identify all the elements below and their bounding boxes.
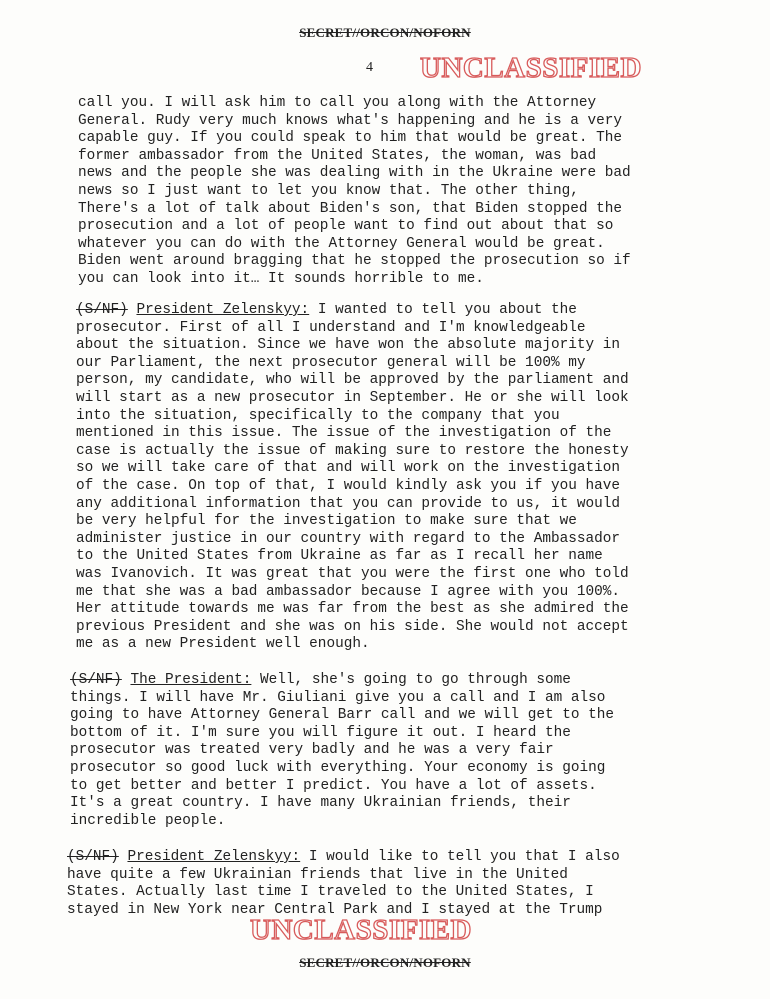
paragraph-text: I wanted to tell you about the prosecutor. First of all I understand and I'm knowledgeable about the situation. Since we have won the absolute majority in our Parliament, the next prosecutor general will be 100% my person, my candidate, who will be approved by the parliament and will start as a new prosecutor in September. He or she will look into the situation, specifically to the company that you mentioned in this issue. The issue of the investigation of the case is actually the issue of making sure to restore the honesty so we will take care of that and will work on the investigation of the case. On top of that, I would kindly ask you if you have any additional information that you can provide to us, it would be very helpful for the investigation to make sure that we administer justice in our country with regard to the Ambassador to the United States from Ukraine as far as I recall her name was Ivanovich. It was great that you were the first one who told me that she was a bad ambassador because I agree with you 100%. Her attitude towards me was far from the best as she admired the previous President and she was on his side. She would not accept me as a new President well enough. bbox=[76, 302, 629, 653]
paragraph-text: call you. I will ask him to call you along with the Attorney General. Rudy very much knows what's happening and he is a very capable guy. If you could speak to him that would be great. The former ambassador from the United States, the woman, was bad news and the people she was dealing with in the Ukraine were bad news so I just want to let you know that. The other thing, There's a lot of talk about Biden's son, that Biden stopped the prosecution and a lot of people want to find out about that so whatever you can do with the Attorney General would be great. Biden went around bragging that he stopped the prosecution so if you can look into it… It sounds horrible to me. bbox=[78, 95, 631, 287]
speaker-label: The President: bbox=[130, 672, 252, 688]
classification-tag: (S/NF) bbox=[76, 302, 128, 318]
paragraph-text: Well, she's going to go through some things. I will have Mr. Giuliani give you a call and I am also going to have Attorney General Barr call and we will get to the bottom of it. I'm sure you will figure it out. I heard the prosecutor was treated very badly and he was a very fair prosecutor so good luck with everything. Your economy is going to get better and better I predict. You have a lot of assets. It's a great country. I have many Ukrainian friends, their incredible people. bbox=[70, 672, 615, 829]
classification-tag: (S/NF) bbox=[70, 672, 122, 688]
page-number: 4 bbox=[366, 60, 373, 75]
paragraph-text: I would like to tell you that I also have quite a few Ukrainian friends that live in the United States. Actually last time I traveled to the United States, I stayed in New York near Central Park and I stayed at the Trump bbox=[67, 849, 620, 918]
speaker-label: President Zelenskyy: bbox=[127, 849, 301, 865]
transcript-paragraph bbox=[70, 672, 614, 830]
transcript-paragraph bbox=[76, 302, 629, 654]
unclassified-stamp-bottom: UNCLASSIFIED bbox=[250, 914, 472, 946]
transcript-paragraph bbox=[78, 95, 631, 289]
speaker-label: President Zelenskyy: bbox=[136, 302, 310, 318]
transcript-paragraph bbox=[67, 849, 620, 919]
unclassified-stamp-top: UNCLASSIFIED bbox=[420, 52, 642, 84]
classification-footer: SECRET//ORCON/NOFORN bbox=[299, 955, 471, 970]
classification-tag: (S/NF) bbox=[67, 849, 119, 865]
classification-header: SECRET//ORCON/NOFORN bbox=[299, 25, 471, 40]
